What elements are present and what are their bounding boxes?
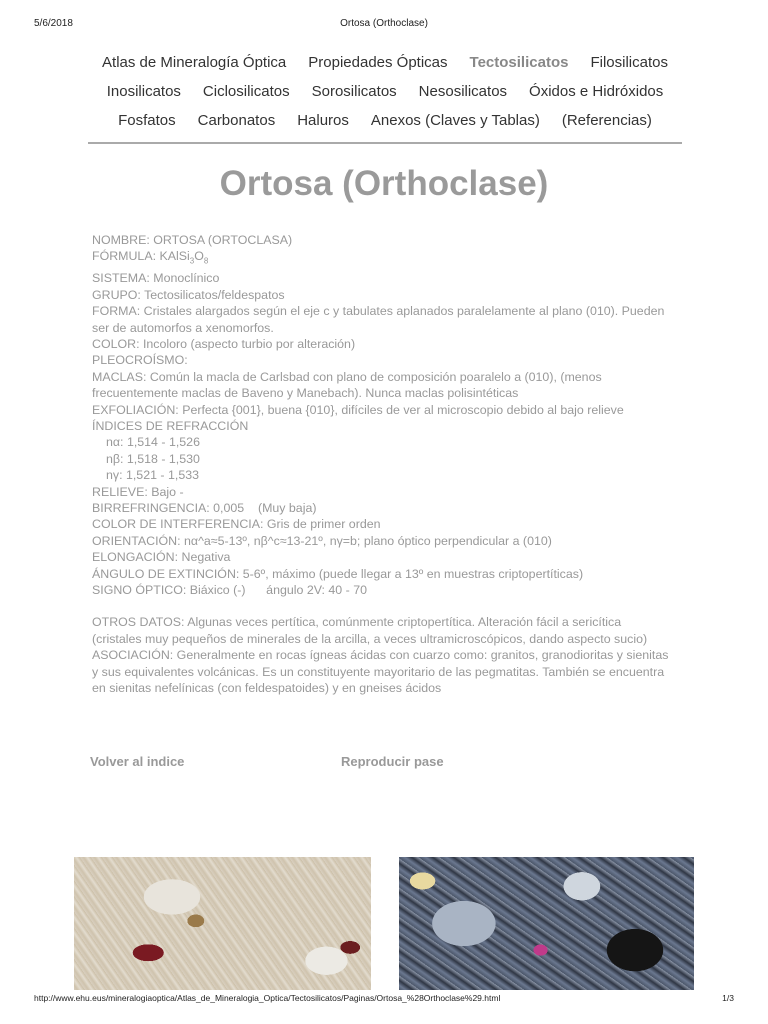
spacer bbox=[92, 598, 672, 614]
formula-prefix: FÓRMULA: KAlSi bbox=[92, 249, 190, 264]
nav-link-fosfatos[interactable]: Fosfatos bbox=[118, 112, 176, 129]
detail-n-alpha: nα: 1,514 - 1,526 bbox=[106, 435, 200, 450]
print-date: 5/6/2018 bbox=[34, 18, 73, 29]
formula-subscript-o: 8 bbox=[203, 256, 209, 266]
detail-maclas: MACLAS: Común la macla de Carlsbad con plano de composición poaralelo a (010), (menos frecuentemente maclas de Baveno y Manebach). Nunca maclas polisintéticas bbox=[92, 369, 602, 401]
detail-pleocroismo: PLEOCROÍSMO: bbox=[92, 353, 188, 368]
page-links bbox=[90, 754, 690, 772]
print-footer bbox=[34, 993, 734, 1005]
nav-link-carbonatos[interactable]: Carbonatos bbox=[197, 112, 276, 129]
page-title: Ortosa (Orthoclase) bbox=[219, 164, 549, 203]
nav-row-2 bbox=[88, 77, 682, 106]
main-nav bbox=[88, 48, 682, 135]
nav-link-ciclosilicatos[interactable]: Ciclosilicatos bbox=[202, 83, 290, 100]
nav-row-3 bbox=[88, 106, 682, 135]
detail-relieve: RELIEVE: Bajo - bbox=[92, 484, 184, 499]
back-to-index-link[interactable]: Volver al indice bbox=[90, 754, 185, 769]
print-page-number: 1/3 bbox=[722, 993, 734, 1003]
formula-subscript-si: 3 bbox=[189, 256, 195, 266]
detail-formula bbox=[92, 248, 672, 270]
detail-birrefringencia: BIRREFRINGENCIA: 0,005 (Muy baja) bbox=[92, 500, 317, 515]
detail-n-gamma: nγ: 1,521 - 1,533 bbox=[106, 468, 199, 483]
print-header bbox=[34, 18, 734, 32]
nav-link-tectosilicatos[interactable]: Tectosilicatos bbox=[469, 54, 569, 71]
nav-link-filosilicatos[interactable]: Filosilicatos bbox=[590, 54, 668, 71]
detail-asociacion: ASOCIACIÓN: Generalmente en rocas ígneas ácidas con cuarzo como: granitos, granodioritas y sienitas y sus equivalentes volcánicas. Es un constituyente mayoritario de las pegmatitas. También se encuentra en sienitas nefelínicas (con feldespatoides) y en gneises ácidos bbox=[92, 648, 669, 696]
detail-orientacion: ORIENTACIÓN: nα^a≈5-13º, nβ^c≈13-21º, nγ=b; plano óptico perpendicular a (010) bbox=[92, 533, 552, 548]
micrograph-crossed-polarized bbox=[399, 857, 694, 990]
detail-otros-datos: OTROS DATOS: Algunas veces pertítica, comúnmente criptopertítica. Alteración fácil a sericítica (cristales muy pequeños de minerales de la arcilla, a veces ultramicroscópicos, dando aspecto sucio) bbox=[92, 615, 648, 646]
detail-n-beta: nβ: 1,518 - 1,530 bbox=[106, 451, 200, 466]
nav-link-referencias[interactable]: (Referencias) bbox=[561, 112, 652, 129]
micrograph-plane-polarized bbox=[74, 857, 371, 990]
nav-link-nesosilicatos[interactable]: Nesosilicatos bbox=[418, 83, 508, 100]
print-url: http://www.ehu.eus/mineralogiaoptica/Atlas_de_Mineralogia_Optica/Tectosilicatos/Paginas/Ortosa_%28Orthoclase%29.html bbox=[34, 993, 501, 1003]
detail-exfoliacion: EXFOLIACIÓN: Perfecta {001}, buena {010}, difíciles de ver al microscopio debido al bajo relieve bbox=[92, 402, 624, 417]
nav-link-sorosilicatos[interactable]: Sorosilicatos bbox=[311, 83, 397, 100]
detail-grupo: GRUPO: Tectosilicatos/feldespatos bbox=[92, 287, 285, 302]
detail-sistema: SISTEMA: Monoclínico bbox=[92, 271, 220, 286]
nav-divider bbox=[88, 142, 682, 144]
detail-signo-optico: SIGNO ÓPTICO: Biáxico (-) ángulo 2V: 40 - 70 bbox=[92, 583, 367, 597]
detail-forma: FORMA: Cristales alargados según el eje c y tabulates aplanados paralelamente al plano (010). Pueden ser de automorfos a xenomorfos. bbox=[92, 304, 665, 335]
nav-link-atlas[interactable]: Atlas de Mineralogía Óptica bbox=[102, 54, 287, 71]
formula-oxygen: O bbox=[194, 249, 204, 264]
detail-color: COLOR: Incoloro (aspecto turbio por alteración) bbox=[92, 336, 356, 351]
detail-nombre: NOMBRE: ORTOSA (ORTOCLASA) bbox=[92, 233, 293, 247]
mineral-details bbox=[92, 232, 672, 696]
nav-row-1 bbox=[88, 48, 682, 77]
detail-color-interferencia: COLOR DE INTERFERENCIA: Gris de primer orden bbox=[92, 517, 381, 532]
nav-link-anexos[interactable]: Anexos (Claves y Tablas) bbox=[370, 112, 540, 129]
detail-elongacion: ELONGACIÓN: Negativa bbox=[92, 550, 231, 565]
print-title: Ortosa (Orthoclase) bbox=[340, 18, 428, 29]
nav-link-inosilicatos[interactable]: Inosilicatos bbox=[106, 83, 181, 100]
nav-link-haluros[interactable]: Haluros bbox=[297, 112, 349, 129]
detail-angulo-extincion: ÁNGULO DE EXTINCIÓN: 5-6º, máximo (puede llegar a 13º en muestras criptopertíticas) bbox=[92, 566, 584, 581]
nav-link-propiedades-opticas[interactable]: Propiedades Ópticas bbox=[308, 54, 448, 71]
detail-indices-header: ÍNDICES DE REFRACCIÓN bbox=[92, 418, 249, 433]
nav-link-oxidos-hidroxidos[interactable]: Óxidos e Hidróxidos bbox=[529, 83, 664, 100]
play-slideshow-link[interactable]: Reproducir pase bbox=[341, 754, 444, 769]
